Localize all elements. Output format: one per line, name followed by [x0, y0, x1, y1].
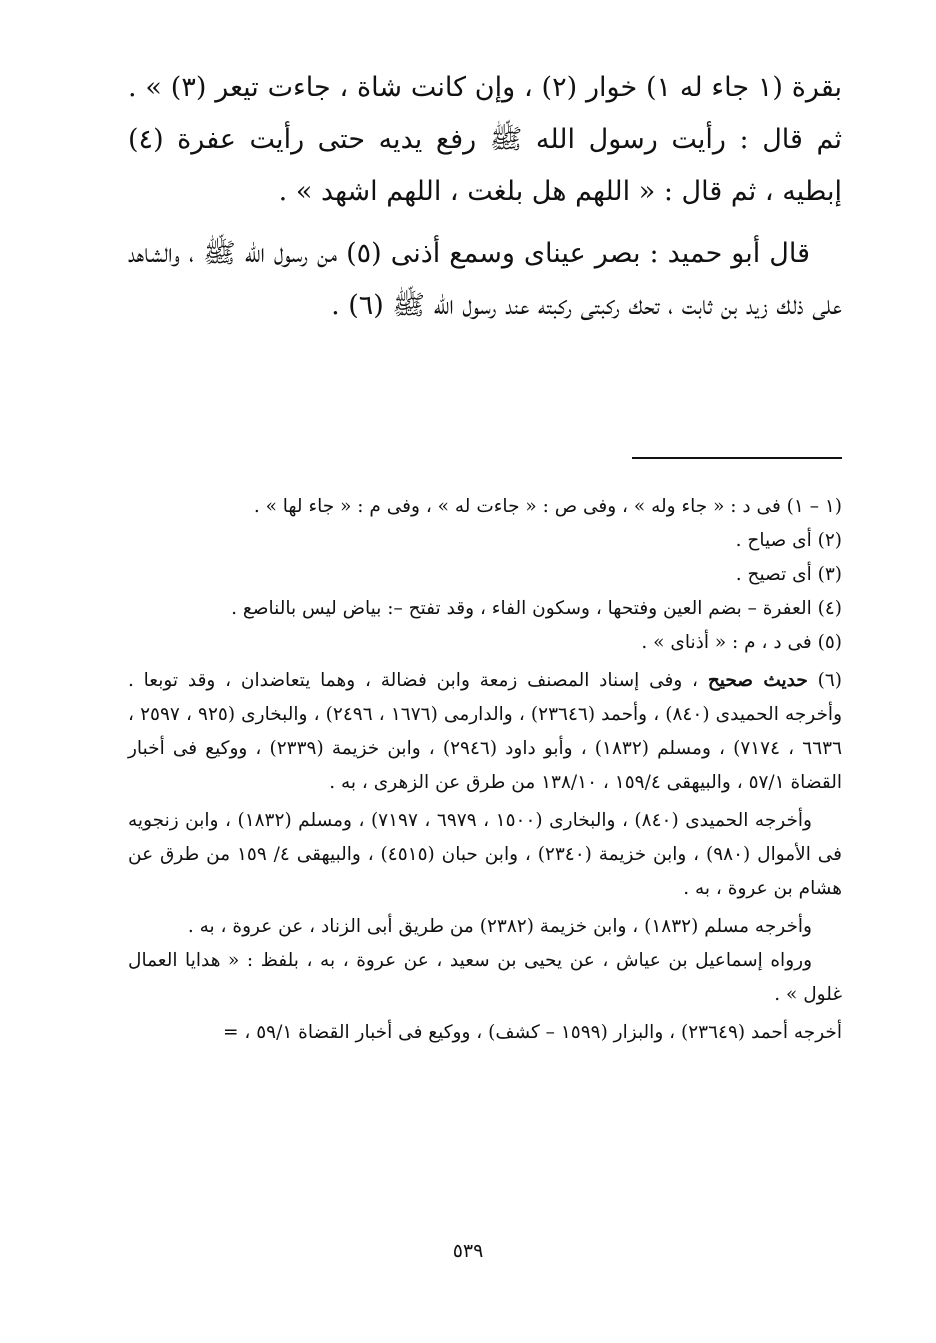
main-paragraph: بقرة (١ جاء له ١) خوار (٢) ، وإن كانت شاة ، جاءت تيعر (٣) » . ثم قال : رأيت رسول الله ﷺ رفع يديه حتى رأيت عفرة (٤) إبطيه ، ثم قال : « اللهم هل بلغت ، اللهم اشهد » . [128, 72, 842, 207]
footnote-continuation: أخرجه أحمد (٢٣٦٤٩) ، والبزار (١٥٩٩ – كشف) ، ووكيع فى أخبار القضاة ٥٩/١ ، = [222, 1022, 842, 1043]
page-number: ٥٣٩ [452, 1240, 484, 1262]
footnote-marker: (٦) [817, 670, 842, 691]
footnote-continuation: وأخرجه مسلم (١٨٣٢) ، وابن خزيمة (٢٣٨٢) من طريق أبى الزناد ، عن عروة ، به . [187, 916, 812, 937]
footnote: (٣) أى تصيح . [735, 564, 842, 585]
footnote: (١ – ١) فى د : « جاء وله » ، وفى ص : « جاءت له » ، وفى م : « جاء لها » . [253, 496, 842, 517]
footnote-continuation: ورواه إسماعيل بن عياش ، عن يحيى بن سعيد ، عن عروة ، به ، بلفظ : « هدايا العمال غلول » . [128, 950, 842, 1005]
footnote-continuation: وأخرجه الحميدى (٨٤٠) ، والبخارى (١٥٠٠ ، ٦٩٧٩ ، ٧١٩٧) ، ومسلم (١٨٣٢) ، وابن زنجويه فى الأموال (٩٨٠) ، وابن خزيمة (٢٣٤٠) ، وابن حبان (٤٥١٥) ، والبيهقى ٤/ ١٥٩ من طرق عن هشام بن عروة ، به . [128, 810, 842, 899]
footnote-6 [128, 664, 842, 800]
footnote-text: ، وفى إسناد المصنف زمعة وابن فضالة ، وهما يتعاضدان ، وقد توبعا . وأخرجه الحميدى (٨٤٠) ، وأحمد (٢٣٦٤٦) ، والدارمى (١٦٧٦ ، ٢٤٩٦) ، والبخارى (٩٢٥ ، ٢٥٩٧ ، ٦٦٣٦ ، ٧١٧٤) ، ومسلم (١٨٣٢) ، وأبو داود (٢٩٤٦) ، وابن خزيمة (٢٣٣٩) ، ووكيع فى أخبار القضاة ٥٧/١ ، والبيهقى ١٥٩/٤ ، ١٣٨/١٠ من طرق عن الزهرى ، به . [128, 670, 843, 793]
footnote: (٢) أى صياح . [735, 530, 842, 551]
footnote-separator [632, 457, 842, 459]
hadith-grade: حديث صحيح [707, 670, 808, 691]
main-paragraph: قال أبو حميد : بصر عيناى وسمع أذنى (٥) من رسول الله ﷺ ، والشاهد على ذلك زيد بن ثابت ، تحك ركبتى ركبته عند رسول الله ﷺ (٦) . [128, 238, 842, 321]
footnote: (٥) فى د ، م : « أذناى » . [641, 632, 842, 653]
main-text [128, 62, 842, 332]
footnotes [128, 490, 842, 1050]
footnote: (٤) العفرة – بضم العين وفتحها ، وسكون الفاء ، وقد تفتح –: بياض ليس بالناصع . [231, 598, 842, 619]
